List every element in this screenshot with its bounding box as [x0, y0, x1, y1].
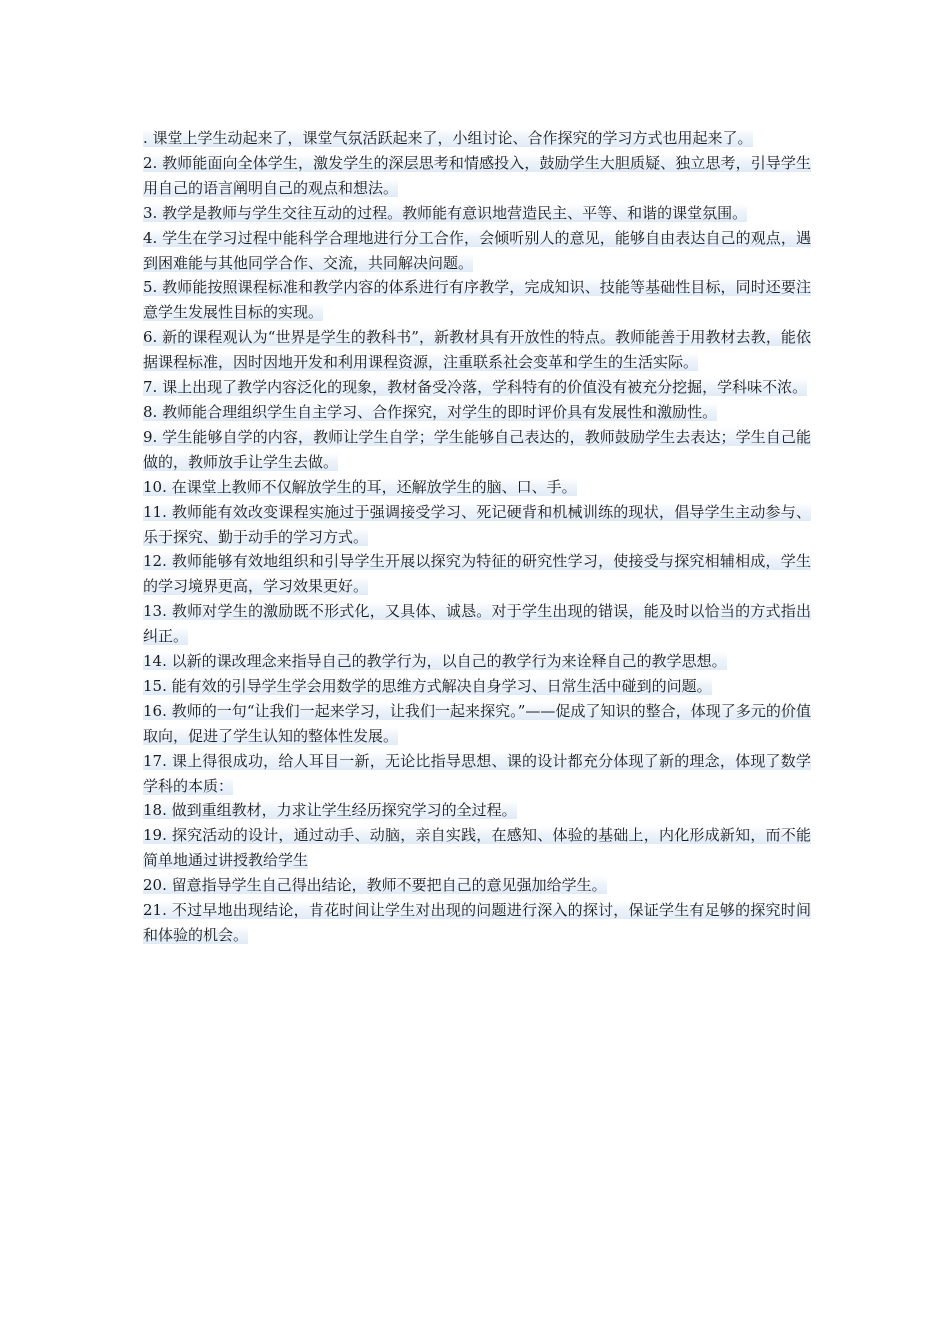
- list-item: [143, 375, 811, 400]
- list-item: [143, 325, 811, 375]
- list-item-text: 17. 课上得很成功，给人耳目一新，无论比指导思想、课的设计都充分体现了新的理念，体现了数学学科的本质：: [143, 751, 811, 795]
- list-item: [143, 400, 811, 425]
- list-item: [143, 749, 811, 799]
- list-item-text: 11. 教师能有效改变课程实施过于强调接受学习、死记硬背和机械训练的现状，倡导学生主动参与、乐于探究、勤于动手的学习方式。: [143, 502, 811, 546]
- list-item: [143, 500, 811, 550]
- list-item: [143, 475, 811, 500]
- list-item-text: 13. 教师对学生的激励既不形式化，又具体、诚恳。对于学生出现的错误，能及时以恰当的方式指出纠正。: [143, 602, 811, 646]
- list-item-text: 16. 教师的一句“让我们一起来学习，让我们一起来探究。”——促成了知识的整合，体现了多元的价值取向，促进了学生认知的整体性发展。: [143, 701, 811, 745]
- list-item-text: 14. 以新的课改理念来指导自己的教学行为，以自己的教学行为来诠释自己的教学思想。: [143, 652, 727, 671]
- list-item-text: 10. 在课堂上教师不仅解放学生的耳，还解放学生的脑、口、手。: [143, 477, 577, 496]
- list-item: [143, 549, 811, 599]
- list-item-text: 19. 探究活动的设计，通过动手、动脑，亲自实践，在感知、体验的基础上，内化形成新知，而不能简单地通过讲授教给学生: [143, 826, 811, 870]
- document-body: [143, 126, 811, 948]
- list-item: [143, 798, 811, 823]
- list-item-text: 21. 不过早地出现结论，肯花时间让学生对出现的问题进行深入的探讨，保证学生有足够的探究时间和体验的机会。: [143, 901, 811, 944]
- list-item: [143, 126, 811, 151]
- list-item: [143, 898, 811, 948]
- list-item-text: 3. 教学是教师与学生交往互动的过程。教师能有意识地营造民主、平等、和谐的课堂氛围。: [143, 203, 748, 222]
- list-item: [143, 699, 811, 749]
- list-item: [143, 275, 811, 325]
- list-item-text: 2. 教师能面向全体学生，激发学生的深层思考和情感投入，鼓励学生大胆质疑、独立思考，引导学生用自己的语言阐明自己的观点和想法。: [143, 153, 811, 197]
- list-item: [143, 599, 811, 649]
- list-item-text: 6. 新的课程观认为“世界是学生的教科书”，新教材具有开放性的特点。教师能善于用教材去教，能依据课程标准，因时因地开发和利用课程资源，注重联系社会变革和学生的生活实际。: [143, 328, 811, 372]
- list-item-text: . 课堂上学生动起来了，课堂气氛活跃起来了，小组讨论、合作探究的学习方式也用起来了。: [143, 129, 753, 147]
- list-item: [143, 226, 811, 276]
- list-item-text: 4. 学生在学习过程中能科学合理地进行分工合作，会倾听别人的意见，能够自由表达自己的观点，遇到困难能与其他同学合作、交流，共同解决问题。: [143, 228, 811, 272]
- list-item: [143, 674, 811, 699]
- list-item-text: 5. 教师能按照课程标准和教学内容的体系进行有序教学，完成知识、技能等基础性目标，同时还要注意学生发展性目标的实现。: [143, 278, 811, 322]
- list-item-text: 15. 能有效的引导学生学会用数学的思维方式解决自身学习、日常生活中碰到的问题。: [143, 676, 712, 695]
- list-item-text: 20. 留意指导学生自己得出结论，教师不要把自己的意见强加给学生。: [143, 876, 607, 895]
- list-item: [143, 425, 811, 475]
- list-item-text: 7. 课上出现了教学内容泛化的现象，教材备受冷落，学科特有的价值没有被充分挖掘，学科味不浓。: [143, 378, 808, 397]
- list-item: [143, 823, 811, 873]
- list-item-text: 12. 教师能够有效地组织和引导学生开展以探究为特征的研究性学习，使接受与探究相辅相成，学生的学习境界更高，学习效果更好。: [143, 552, 811, 596]
- list-item: [143, 649, 811, 674]
- list-item-text: 8. 教师能合理组织学生自主学习、合作探究，对学生的即时评价具有发展性和激励性。: [143, 402, 718, 421]
- list-item: [143, 873, 811, 898]
- list-item-text: 9. 学生能够自学的内容，教师让学生自学；学生能够自己表达的，教师鼓励学生去表达；学生自己能做的，教师放手让学生去做。: [143, 427, 811, 471]
- list-item: [143, 201, 811, 226]
- list-item: [143, 151, 811, 201]
- list-item-text: 18. 做到重组教材，力求让学生经历探究学习的全过程。: [143, 801, 517, 820]
